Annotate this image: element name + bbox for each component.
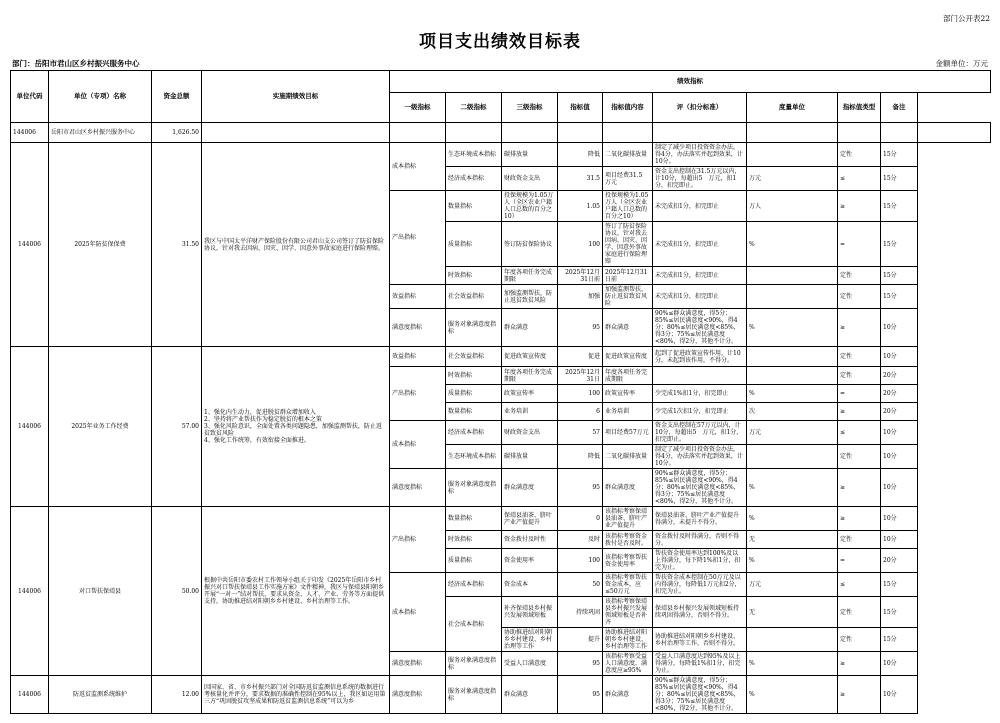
indicator-content: 该指标考察保靖县油茶、脐叶产业产值提升 — [603, 507, 653, 531]
table-row — [11, 507, 991, 531]
value-type: 定性 — [838, 347, 881, 367]
measure-unit — [747, 445, 838, 469]
value-type: 定性 — [838, 367, 881, 385]
indicator-content: 业务培训 — [603, 403, 653, 421]
indicator-value: 57 — [558, 421, 603, 445]
remark: 10分 — [881, 445, 918, 469]
measure-unit: 次 — [747, 403, 838, 421]
scoring-standard: 90%≤群众满意度，得5分；85%≤居民满意度<90%，得4分；80%≤居民满意度<85%，得3分；75%≤居民满意度<80%，得2分，其他不计分。 — [653, 676, 747, 714]
project-target: 我区与中国太平洋财产保险股份有限公司君山支公司签订了防贫保险协议，针对我去因病、因灾、因学、因意外事故家庭进行保险理赔。 — [202, 143, 390, 347]
level3-indicator: 加强监测帮扶，防止返贫致贫风险 — [502, 285, 558, 309]
project-target: 因国家、省、市乡村振兴部门对全国防返贫监测信息系统的数据进行考核量化并评分，要求数据的准确性控制在95%以上，我区如运用第三方“巩固脱贫攻坚成果和防返贫监测信息系统”可以为乡 — [202, 676, 390, 714]
project-code: 144006 — [11, 347, 49, 507]
indicator-content: 该指标考察资金拨付是否及时。 — [603, 531, 653, 549]
level2-indicator: 数量指标 — [446, 507, 502, 531]
remark: 15分 — [881, 573, 918, 597]
project-code: 144006 — [11, 676, 49, 714]
measure-unit — [747, 143, 838, 167]
scoring-standard: 受益人口满意度达到95%及以上得满分，每降低1%扣1分，扣完为止。 — [653, 652, 747, 676]
col-header-unit-name: 单位（专项）名称 — [49, 71, 152, 123]
level3-indicator: 资金拨付及时性 — [502, 531, 558, 549]
level3-indicator: 群众满意度 — [502, 469, 558, 507]
remark: 15分 — [881, 597, 918, 628]
project-amount: 57.00 — [152, 347, 202, 507]
value-type: ≥ — [838, 507, 881, 531]
table-row — [11, 143, 991, 167]
indicator-content: 群众满意 — [603, 309, 653, 347]
remark: 15分 — [881, 285, 918, 309]
remark: 20分 — [881, 385, 918, 403]
remark: 10分 — [881, 469, 918, 507]
indicator-value: 31.5 — [558, 167, 603, 191]
scoring-standard — [653, 367, 747, 385]
indicator-content: 群众满意 — [603, 676, 653, 714]
table-row — [11, 676, 991, 714]
indicator-value: 95 — [558, 309, 603, 347]
table-row — [11, 347, 991, 367]
level2-indicator: 时效指标 — [446, 367, 502, 385]
level3-indicator: 群众满意 — [502, 676, 558, 714]
indicator-content: 该指标考察受益人口满意度，满意度应≥95% — [603, 652, 653, 676]
level3-indicator: 年度各项任务完成期限 — [502, 267, 558, 285]
scoring-standard: 资金支出控制在57万元以内，计10分，每超出5 万元，扣1分，扣完即止。 — [653, 421, 747, 445]
project-code: 144006 — [11, 507, 49, 676]
level1-indicator: 满意度指标 — [390, 676, 446, 714]
performance-table — [10, 70, 991, 714]
level3-indicator: 保靖县油茶、脐叶产业产值提升 — [502, 507, 558, 531]
measure-unit: 万人 — [747, 191, 838, 222]
remark: 10分 — [881, 652, 918, 676]
level2-indicator: 质量指标 — [446, 549, 502, 573]
level1-indicator: 产出指标 — [390, 191, 446, 285]
indicator-content: 该指标考察帮扶资金成本，应≤50万元 — [603, 573, 653, 597]
measure-unit — [747, 367, 838, 385]
scoring-standard: 帮扶资金使用率达到100%及以上得满分，每下降1%扣1分，扣完为止。 — [653, 549, 747, 573]
level1-indicator: 成本指标 — [390, 143, 446, 191]
project-amount: 31.50 — [152, 143, 202, 347]
indicator-value: 100 — [558, 549, 603, 573]
remark: 15分 — [881, 628, 918, 652]
indicator-content: 二氧化碳排放量 — [603, 445, 653, 469]
indicator-value: 降低 — [558, 445, 603, 469]
level3-indicator: 资金成本 — [502, 573, 558, 597]
col-header-level1: 一级指标 — [390, 93, 446, 123]
amount-unit-label: 金额单位：万元 — [935, 59, 988, 68]
level1-indicator: 成本指标 — [390, 573, 446, 652]
indicator-content: 年度各项任务完成期限 — [603, 367, 653, 385]
measure-unit — [747, 628, 838, 652]
measure-unit: % — [747, 309, 838, 347]
col-header-perf-group: 绩效指标 — [390, 71, 991, 93]
level1-indicator: 效益指标 — [390, 347, 446, 367]
scoring-standard: 保靖县乡村振兴发展领域短板持续巩固得满分，否则不得分。 — [653, 597, 747, 628]
scoring-standard: 少完成1%扣1分，扣完即止 — [653, 385, 747, 403]
col-header-value: 指标值 — [558, 93, 603, 123]
project-target: 1、强化内生动力，促进脱贫群众增加收入 2、坚持将产业帮扶作为稳定脱贫的根本之策 3、强化风险意识，全面处置各类问题隐患，加强监测帮扶，防止返贫致贫风险 4、强化工作统筹，有效衔接全面推进。 — [202, 347, 390, 507]
indicator-value: 促进 — [558, 347, 603, 367]
col-header-level2: 二级指标 — [446, 93, 502, 123]
indicator-content: 投保规模为1.05万人（全区农业户籍人口总数的百分之10） — [603, 191, 653, 222]
remark: 20分 — [881, 403, 918, 421]
measure-unit: % — [747, 222, 838, 267]
measure-unit — [747, 347, 838, 367]
indicator-value: 100 — [558, 385, 603, 403]
level3-indicator: 资金使用率 — [502, 549, 558, 573]
value-type: ≥ — [838, 676, 881, 714]
level2-indicator: 服务对象满意度指标 — [446, 676, 502, 714]
level1-indicator: 产出指标 — [390, 507, 446, 573]
indicator-content: 加强监测帮扶，防止返贫致贫风险 — [603, 285, 653, 309]
remark: 10分 — [881, 531, 918, 549]
indicator-value: 2025年12月31日前 — [558, 267, 603, 285]
remark: 10分 — [881, 676, 918, 714]
value-type: ≥ — [838, 191, 881, 222]
value-type: ≥ — [838, 469, 881, 507]
measure-unit: 无 — [747, 597, 838, 628]
scoring-standard: 资金支出控制在31.5万元以内，计10分，每超出5 万元，扣1分，扣完即止。 — [653, 167, 747, 191]
indicator-content: 政策宣传率 — [603, 385, 653, 403]
measure-unit: % — [747, 469, 838, 507]
indicator-value: 50 — [558, 573, 603, 597]
department-label: 部门：岳阳市君山区乡村振兴服务中心 — [12, 59, 140, 68]
scoring-standard: 未完成扣1分，扣完即止 — [653, 267, 747, 285]
project-name: 2025年防贫保保费 — [49, 143, 152, 347]
indicator-value: 0 — [558, 507, 603, 531]
level3-indicator: 碳排放量 — [502, 445, 558, 469]
level3-indicator: 财政资金支出 — [502, 421, 558, 445]
level3-indicator: 财政资金支出 — [502, 167, 558, 191]
scoring-standard: 起到了促进政策宣传作用，计10分，未起到该作用，不得分。 — [653, 347, 747, 367]
level2-indicator: 经济成本指标 — [446, 421, 502, 445]
value-type: 定性 — [838, 531, 881, 549]
level2-indicator: 社会成本指标 — [446, 597, 502, 652]
level2-indicator: 社会效益指标 — [446, 347, 502, 367]
indicator-value: 6 — [558, 403, 603, 421]
project-amount: 50.00 — [152, 507, 202, 676]
indicator-value: 及时 — [558, 531, 603, 549]
level2-indicator: 生态环境成本指标 — [446, 143, 502, 167]
indicator-content: 二氧化碳排放量 — [603, 143, 653, 167]
level2-indicator: 服务对象满意度指标 — [446, 652, 502, 676]
value-type: = — [838, 385, 881, 403]
scoring-standard: 未完成扣1分，扣完即止 — [653, 222, 747, 267]
project-amount: 12.00 — [152, 676, 202, 714]
col-header-type: 指标值类型 — [838, 93, 881, 123]
measure-unit: 万元 — [747, 573, 838, 597]
value-type: = — [838, 222, 881, 267]
measure-unit: 无 — [747, 531, 838, 549]
measure-unit: % — [747, 385, 838, 403]
value-type: = — [838, 549, 881, 573]
indicator-content: 协助推进结对阳朝乡乡村建设、乡村治理等工作 — [603, 628, 653, 652]
project-name: 对口帮扶保靖县 — [49, 507, 152, 676]
measure-unit: 万元 — [747, 167, 838, 191]
remark: 10分 — [881, 421, 918, 445]
summary-row — [11, 123, 991, 143]
value-type: 定性 — [838, 267, 881, 285]
value-type: 定性 — [838, 445, 881, 469]
level2-indicator: 服务对象满意度指标 — [446, 469, 502, 507]
value-type: 定性 — [838, 628, 881, 652]
col-header-content: 指标值内容 — [603, 93, 653, 123]
measure-unit: % — [747, 507, 838, 531]
value-type: ≤ — [838, 167, 881, 191]
remark: 10分 — [881, 347, 918, 367]
measure-unit — [747, 285, 838, 309]
page-title: 项目支出绩效目标表 — [419, 32, 581, 52]
summary-name: 岳阳市君山区乡村振兴服务中心 — [49, 123, 152, 143]
col-header-unit-code: 单位代码 — [11, 71, 49, 123]
scoring-standard: 未完成扣1分，扣完即止 — [653, 191, 747, 222]
remark: 10分 — [881, 309, 918, 347]
indicator-content: 群众满意度 — [603, 469, 653, 507]
indicator-content: 签订了防贫保险协议，针对我去因病、因灾、因学、因意外事故家庭进行保险理赔 — [603, 222, 653, 267]
project-target: 根据中共岳阳市委农村工作领导小组关于印发《2025年岳阳市乡村振兴对口帮扶保靖县工作实施方案》文件精神，我区与保靖县阳朝乡开展“一对一”结对帮扶，要求从资金、人才、产业、劳务等方面提供支持，协助推进结对阳朝乡乡村建设、乡村治理等工作。 — [202, 507, 390, 676]
level3-indicator: 协助推进结对阳朝乡乡村建设、乡村治理等工作 — [502, 628, 558, 652]
measure-unit: % — [747, 549, 838, 573]
indicator-content: 该指标考察保靖县乡村振兴发展领域短板是否补齐 — [603, 597, 653, 628]
col-header-measure: 度量单位 — [747, 93, 838, 123]
form-number: 部门公开表22 — [942, 14, 990, 23]
level3-indicator: 投保规模为1.05万人（全区农业户籍人口总数的百分之10） — [502, 191, 558, 222]
value-type: ≤ — [838, 421, 881, 445]
remark: 15分 — [881, 143, 918, 167]
remark: 20分 — [881, 367, 918, 385]
indicator-value: 100 — [558, 222, 603, 267]
indicator-value: 95 — [558, 676, 603, 714]
measure-unit: 万元 — [747, 421, 838, 445]
project-code: 144006 — [11, 143, 49, 347]
value-type: 定性 — [838, 285, 881, 309]
indicator-content: 该指标考察帮扶资金使用率 — [603, 549, 653, 573]
level3-indicator: 年度各项任务完成期限 — [502, 367, 558, 385]
project-name: 2025年业务工作经费 — [49, 347, 152, 507]
level3-indicator: 补齐保靖县乡村振兴发展领域短板 — [502, 597, 558, 628]
scoring-standard: 90%≤群众满意度，得5分；85%≤居民满意度<90%，得4分；80%≤居民满意度<85%，得3分；75%≤居民满意度<80%，得2分，其他不计分。 — [653, 469, 747, 507]
scoring-standard: 帮扶资金成本控制在50万元及以内得满分，每降低1万元扣2分，扣完为止。 — [653, 573, 747, 597]
col-header-fund-total: 资金总额 — [152, 71, 202, 123]
value-type: ≤ — [838, 573, 881, 597]
level2-indicator: 质量指标 — [446, 385, 502, 403]
level1-indicator: 满意度指标 — [390, 469, 446, 507]
indicator-content: 项目经费31.5 万元 — [603, 167, 653, 191]
col-header-scoring: 评（扣分标准） — [653, 93, 747, 123]
level2-indicator: 服务对象满意度指标 — [446, 309, 502, 347]
indicator-value: 提升 — [558, 628, 603, 652]
remark: 15分 — [881, 267, 918, 285]
indicator-value: 1.05 — [558, 191, 603, 222]
level2-indicator: 数量指标 — [446, 403, 502, 421]
indicator-value: 2025年12月31日 — [558, 367, 603, 385]
level2-indicator: 经济成本指标 — [446, 167, 502, 191]
scoring-standard: 资金拨付及时得满分，否则不得分。 — [653, 531, 747, 549]
indicator-value: 95 — [558, 469, 603, 507]
indicator-content: 项目经费57万元 — [603, 421, 653, 445]
indicator-content: 促进政策宣传度 — [603, 347, 653, 367]
value-type: 定性 — [838, 143, 881, 167]
level1-indicator: 产出指标 — [390, 367, 446, 421]
indicator-value: 95 — [558, 652, 603, 676]
level3-indicator: 促进政策宣传度 — [502, 347, 558, 367]
level3-indicator: 碳排放量 — [502, 143, 558, 167]
remark: 20分 — [881, 549, 918, 573]
level2-indicator: 时效指标 — [446, 267, 502, 285]
level2-indicator: 数量指标 — [446, 191, 502, 222]
indicator-value: 降低 — [558, 143, 603, 167]
remark: 10分 — [881, 507, 918, 531]
level3-indicator: 签订防贫保险协议 — [502, 222, 558, 267]
scoring-standard: 90%≤群众满意度，得5分；85%≤居民满意度<90%，得4分；80%≤居民满意度<85%，得3分；75%≤居民满意度<80%，得2分，其他不计分。 — [653, 309, 747, 347]
level3-indicator: 受益人口满意度 — [502, 652, 558, 676]
level1-indicator: 满意度指标 — [390, 652, 446, 676]
level2-indicator: 社会效益指标 — [446, 285, 502, 309]
level1-indicator: 效益指标 — [390, 285, 446, 309]
measure-unit — [747, 267, 838, 285]
remark: 15分 — [881, 191, 918, 222]
level3-indicator: 政策宣传率 — [502, 385, 558, 403]
level3-indicator: 业务培训 — [502, 403, 558, 421]
value-type: 定性 — [838, 597, 881, 628]
scoring-standard: 保靖县油茶、脐叶产业产值提升得满分，未提升不得分。 — [653, 507, 747, 531]
level2-indicator: 经济成本指标 — [446, 573, 502, 597]
level1-indicator: 满意度指标 — [390, 309, 446, 347]
summary-code: 144006 — [11, 123, 49, 143]
value-type: ≥ — [838, 652, 881, 676]
measure-unit: % — [747, 652, 838, 676]
scoring-standard: 制定了减少项目投资资金办法，得4分，办法落实并起到效果，计10分。 — [653, 445, 747, 469]
scoring-standard: 未完成扣1分，扣完即止 — [653, 285, 747, 309]
col-header-remark: 备注 — [881, 93, 918, 123]
level2-indicator: 生态环境成本指标 — [446, 445, 502, 469]
level2-indicator: 质量指标 — [446, 222, 502, 267]
col-header-target: 实施期绩效目标 — [202, 71, 390, 123]
scoring-standard: 协助推进结对阳朝乡乡村建设、乡村治理等工作，否则不得分。 — [653, 628, 747, 652]
level2-indicator: 时效指标 — [446, 531, 502, 549]
remark: 15分 — [881, 222, 918, 267]
project-name: 防返贫监测系统维护 — [49, 676, 152, 714]
level1-indicator: 成本指标 — [390, 421, 446, 469]
indicator-content: 2025年12月31日前 — [603, 267, 653, 285]
scoring-standard: 制定了减少项目投资资金办法，得4分，办法落实并起到效果，计10分。 — [653, 143, 747, 167]
level3-indicator: 群众满意 — [502, 309, 558, 347]
measure-unit: % — [747, 676, 838, 714]
scoring-standard: 少完成1次扣1分，扣完即止 — [653, 403, 747, 421]
indicator-value: 加强 — [558, 285, 603, 309]
value-type: ≥ — [838, 403, 881, 421]
summary-amount: 1,626.50 — [152, 123, 202, 143]
col-header-level3: 三级指标 — [502, 93, 558, 123]
value-type: ≥ — [838, 309, 881, 347]
indicator-value: 持续巩固 — [558, 597, 603, 628]
remark: 15分 — [881, 167, 918, 191]
